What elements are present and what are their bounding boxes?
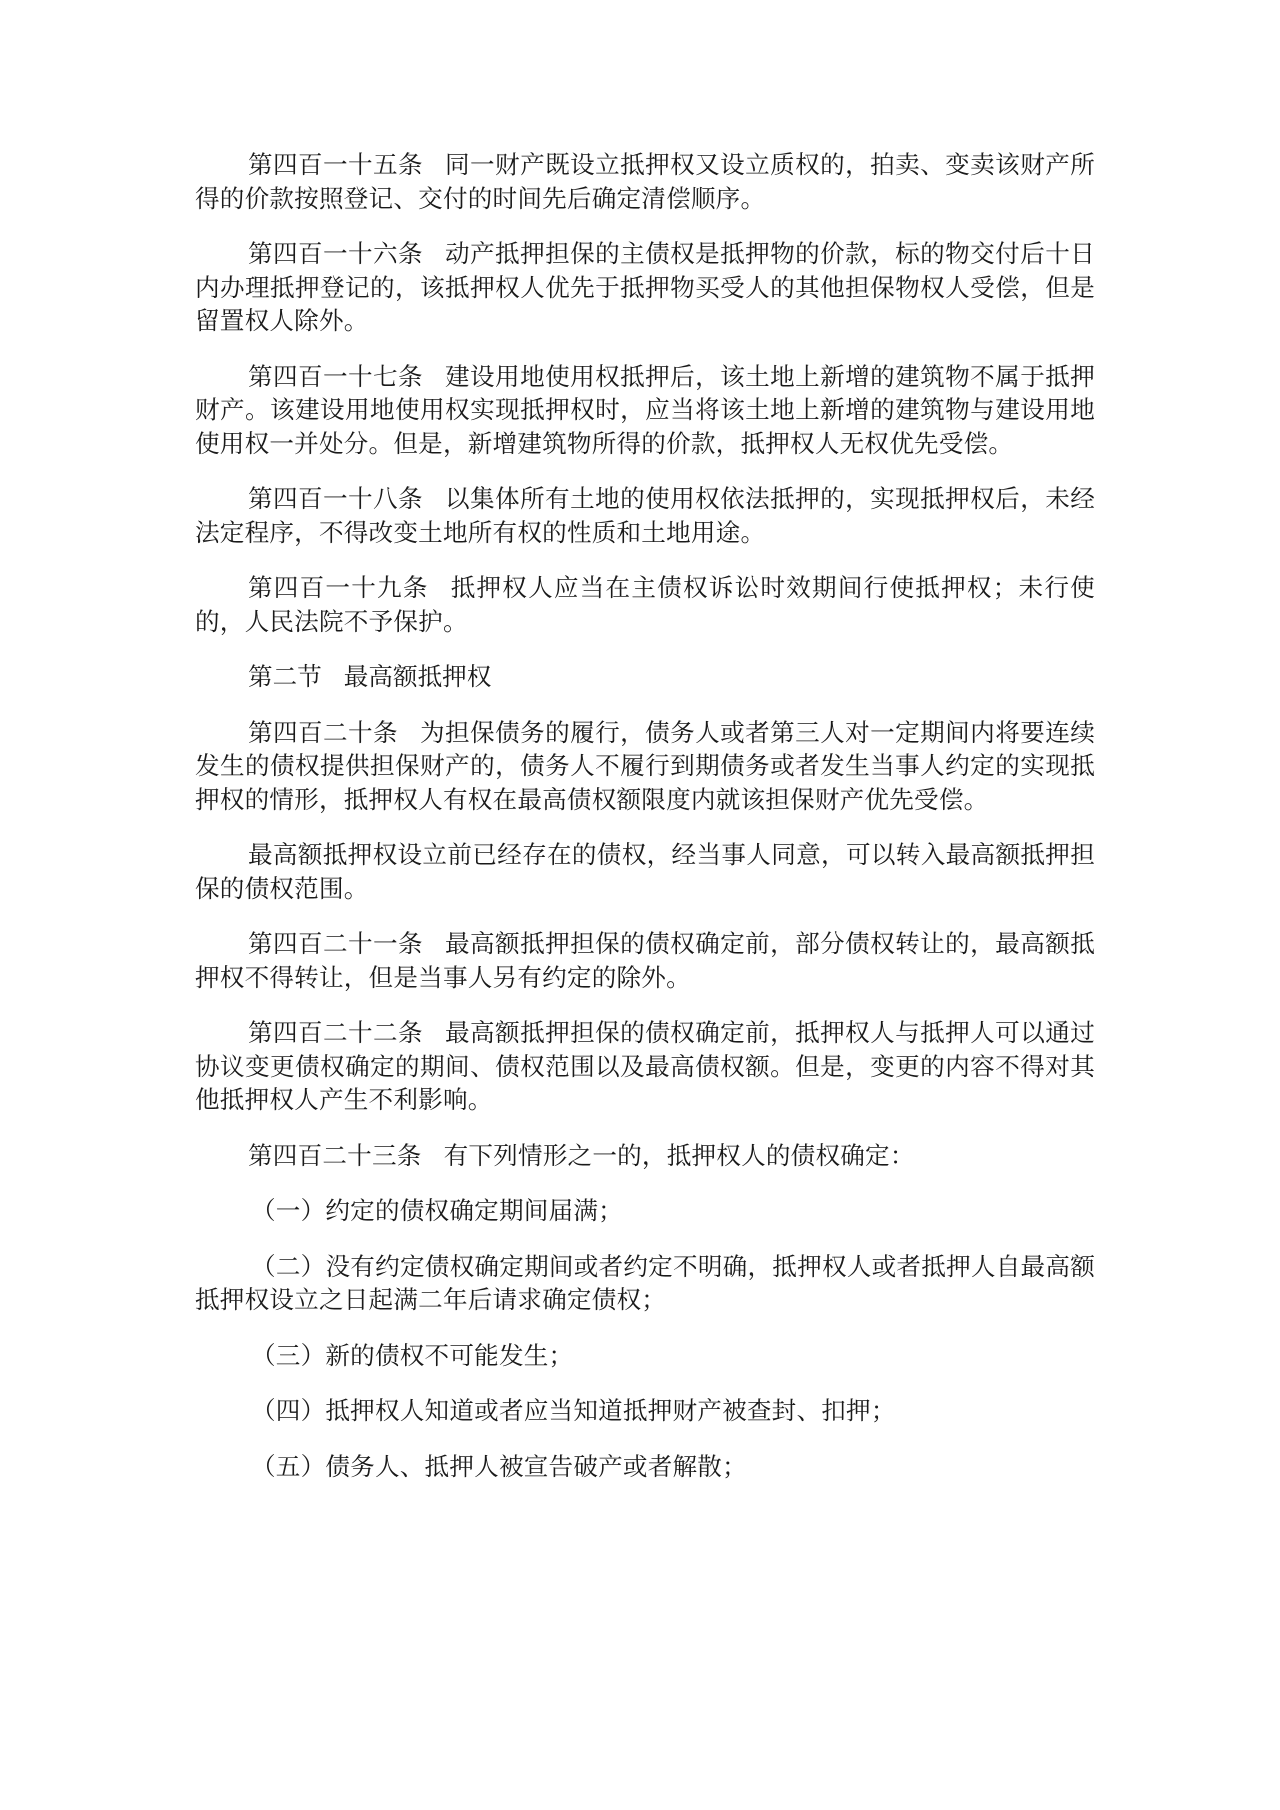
article-421 xyxy=(195,927,1095,994)
list-item: （二）没有约定债权确定期间或者约定不明确，抵押权人或者抵押人自最高额抵押权设立之日起满二年后请求确定债权； xyxy=(195,1251,1095,1314)
article-417 xyxy=(195,360,1095,461)
article-heading: 第四百一十七条 xyxy=(248,361,424,391)
article-body: 抵押权人应当在主债权诉讼时效期间行使抵押权；未行使的，人民法院不予保护。 xyxy=(195,573,1095,636)
article-body: 同一财产既设立抵押权又设立质权的，拍卖、变卖该财产所得的价款按照登记、交付的时间先后确定清偿顺序。 xyxy=(195,150,1095,213)
article-heading: 第四百一十八条 xyxy=(248,484,424,513)
article-heading: 第四百一十九条 xyxy=(248,573,429,602)
article-419 xyxy=(195,571,1095,638)
document-page xyxy=(195,148,1095,1505)
article-415 xyxy=(195,148,1095,215)
article-body: 以集体所有土地的使用权依法抵押的，实现抵押权后，未经法定程序，不得改变土地所有权的性质和土地用途。 xyxy=(195,484,1095,547)
list-item: （三）新的债权不可能发生； xyxy=(251,1340,574,1370)
list-item: （五）债务人、抵押人被宣告破产或者解散； xyxy=(251,1451,747,1481)
article-heading: 第四百二十一条 xyxy=(248,929,424,958)
article-420 xyxy=(195,716,1095,817)
article-body: 有下列情形之一的，抵押权人的债权确定： xyxy=(443,1140,915,1170)
article-420-paragraph-2: 最高额抵押权设立前已经存在的债权，经当事人同意，可以转入最高额抵押担保的债权范围。 xyxy=(195,840,1095,903)
article-heading: 第四百一十五条 xyxy=(248,150,424,179)
article-body: 动产抵押担保的主债权是抵押物的价款，标的物交付后十日内办理抵押登记的，该抵押权人优先于抵押物买受人的其他担保物权人受偿，但是留置权人除外。 xyxy=(195,239,1095,335)
article-body: 最高额抵押担保的债权确定前，抵押权人与抵押人可以通过协议变更债权确定的期间、债权范围以及最高债权额。但是，变更的内容不得对其他抵押权人产生不利影响。 xyxy=(195,1018,1095,1114)
article-heading: 第四百二十条 xyxy=(248,717,399,747)
article-418 xyxy=(195,482,1095,549)
article-heading: 第四百二十三条 xyxy=(248,1140,422,1170)
section-title: 最高额抵押权 xyxy=(343,662,492,691)
article-body: 建设用地使用权抵押后，该土地上新增的建筑物不属于抵押财产。该建设用地使用权实现抵押权时，应当将该土地上新增的建筑物与建设用地使用权一并处分。但是，新增建筑物所得的价款，抵押权人无权优先受偿。 xyxy=(195,361,1095,458)
list-item: （四）抵押权人知道或者应当知道抵押财产被查封、扣押； xyxy=(251,1396,896,1425)
article-body: 为担保债务的履行，债务人或者第三人对一定期间内将要连续发生的债权提供担保财产的，债务人不履行到期债务或者发生当事人约定的实现抵押权的情形，抵押权人有权在最高债权额限度内就该担保财产优先受偿。 xyxy=(195,717,1096,814)
section-number: 第二节 xyxy=(248,662,322,691)
article-423 xyxy=(195,1139,1095,1173)
list-item: （一）约定的债权确定期间届满； xyxy=(251,1196,623,1225)
article-heading: 第四百二十二条 xyxy=(248,1018,424,1047)
section-heading xyxy=(195,660,1095,694)
article-body: 最高额抵押担保的债权确定前，部分债权转让的，最高额抵押权不得转让，但是当事人另有约定的除外。 xyxy=(195,929,1095,992)
article-heading: 第四百一十六条 xyxy=(248,239,424,268)
article-416 xyxy=(195,237,1095,338)
article-422 xyxy=(195,1016,1095,1117)
